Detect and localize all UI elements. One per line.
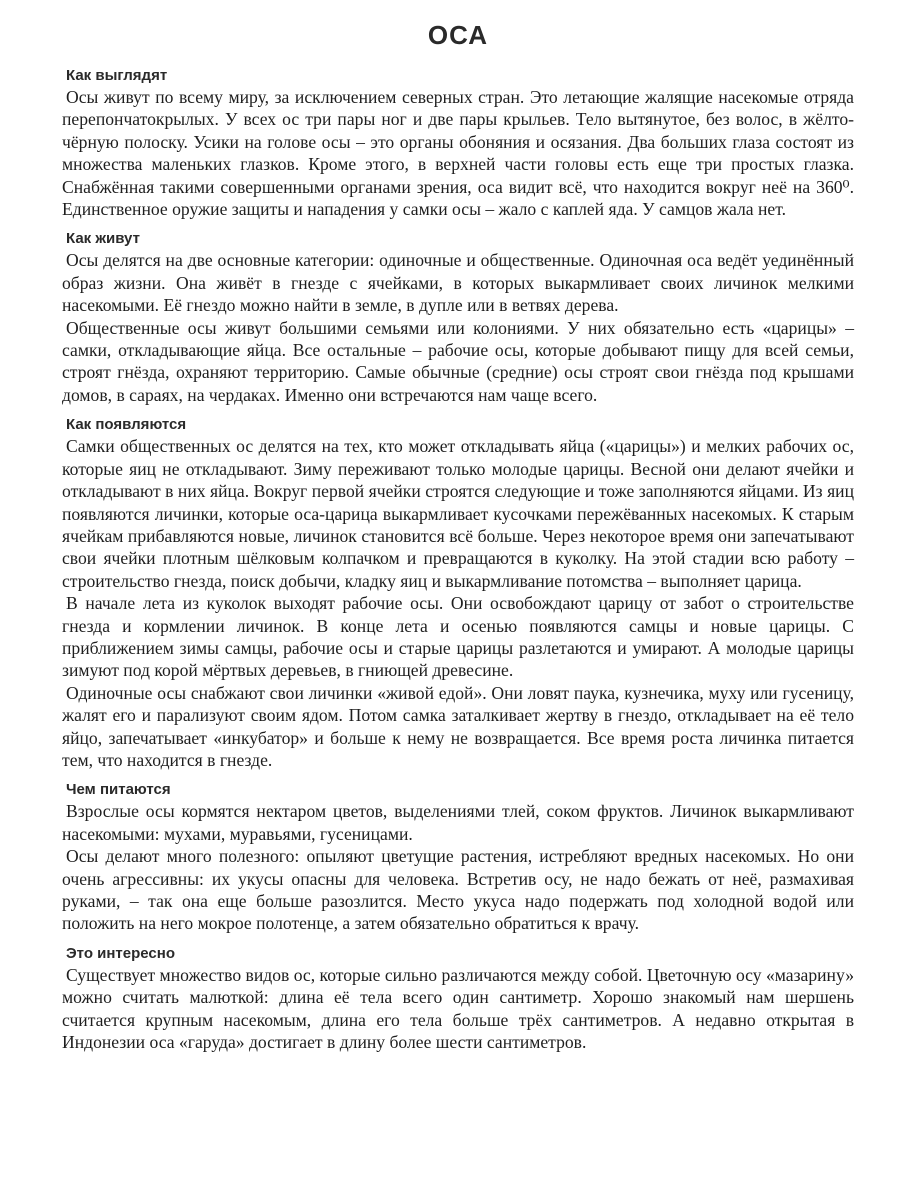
section-appearance	[62, 67, 854, 220]
section-lifestyle	[62, 230, 854, 406]
paragraph: Самки общественных ос делятся на тех, кто может откладывать яйца («царицы») и мелких рабочих ос, которые яиц не откладывают. Зиму переживают только молодые царицы. Весной они делают ячейки и откладывают в них яйца. Вокруг первой ячейки строятся следующие и тоже заполняются яйцами. Из яиц появляются личинки, которые оса-царица выкармливает кусочками пережёванных насекомых. К старым ячейкам прибавляются новые, личинок становится всё больше. Через некоторое время они запечатывают свои ячейки плотным шёлковым колпачком и превращаются в куколку. На этой стадии всю работу – строительство гнезда, поиск добычи, кладку яиц и выкармливание потомства – выполняет царица.	[62, 436, 854, 591]
paragraph: Осы делятся на две основные категории: одиночные и общественные. Одиночная оса ведёт уединённый образ жизни. Она живёт в гнезде с ячейками, в которых выкармливает своих личинок мелкими насекомыми. Её гнездо можно найти в земле, в дупле или в ветвях дерева.	[62, 250, 854, 316]
paragraph: Осы живут по всему миру, за исключением северных стран. Это летающие жалящие насекомые отряда перепончатокрылых. У всех ос три пары ног и две пары крыльев. Тело вытянутое, без волос, в жёлто-чёрную полоску. Усики на голове осы – это органы обоняния и осязания. Два больших глаза состоят из множества маленьких глазков. Кроме этого, в верхней части головы есть еще три простых глазка. Снабжённая такими совершенными органами зрения, оса видит всё, что находится вокруг неё на 360⁰. Единственное оружие защиты и нападения у самки осы – жало с каплей яда. У самцов жала нет.	[62, 87, 854, 220]
section-heading: Как появляются	[66, 416, 187, 434]
paragraph: Взрослые осы кормятся нектаром цветов, выделениями тлей, соком фруктов. Личинок выкармливают насекомыми: мухами, муравьями, гусеницами.	[62, 801, 854, 844]
paragraph: Осы делают много полезного: опыляют цветущие растения, истребляют вредных насекомых. Но они очень агрессивны: их укусы опасны для человека. Встретив осу, не надо бежать от неё, размахивая руками, – так она еще больше разозлится. Место укуса надо подержать под холодной водой или положить на него мокрое полотенце, а затем обязательно обратиться к врачу.	[62, 846, 854, 934]
paragraph: Одиночные осы снабжают свои личинки «живой едой». Они ловят паука, кузнечика, муху или гусеницу, жалят его и парализуют своим ядом. Потом самка заталкивает жертву в гнездо, откладывает на её тело яйцо, запечатывает «инкубатор» и больше к нему не возвращается. Все время роста личинка питается тем, что находится в гнезде.	[62, 682, 854, 770]
section-heading: Это интересно	[66, 944, 175, 962]
section-reproduction	[62, 416, 854, 771]
section-diet	[62, 781, 854, 934]
paragraph: В начале лета из куколок выходят рабочие осы. Они освобождают царицу от забот о строительстве гнезда и кормлении личинок. В конце лета и осенью появляются самцы и новые царицы. С приближением зимы самцы, рабочие осы и старые царицы разлетаются и умирают. А молодые царицы зимуют под корой мёртвых деревьев, в гниющей древесине.	[62, 593, 854, 681]
section-heading: Как живут	[66, 230, 140, 248]
section-heading: Чем питаются	[66, 781, 171, 799]
section-interesting	[62, 945, 854, 1054]
paragraph: Общественные осы живут большими семьями или колониями. У них обязательно есть «царицы» – самки, откладывающие яйца. Все остальные – рабочие осы, которые добывают пищу для всей семьи, строят гнёзда, охраняют территорию. Самые обычные (средние) осы строят свои гнёзда под крышами домов, в сараях, на чердаках. Именно они встречаются нам чаще всего.	[62, 317, 854, 405]
paragraph: Существует множество видов ос, которые сильно различаются между собой. Цветочную осу «мазарину» можно считать малюткой: длина её тела всего один сантиметр. Хорошо знакомый нам шершень считается крупным насекомым, длина его тела больше трёх сантиметров. А недавно открытая в Индонезии оса «гаруда» достигает в длину более шести сантиметров.	[62, 964, 854, 1053]
section-heading: Как выглядят	[66, 67, 168, 84]
page-title: ОСА	[427, 20, 489, 50]
